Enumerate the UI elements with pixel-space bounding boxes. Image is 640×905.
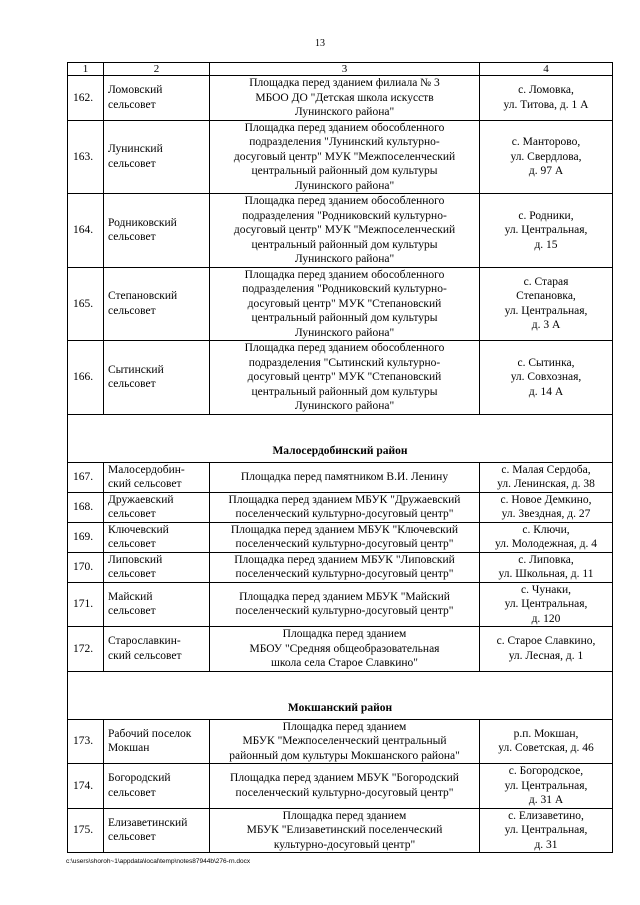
site-address: с. Елизаветино, ул. Центральная, д. 31 xyxy=(480,808,613,853)
district-name: Рабочий поселок Мокшан xyxy=(104,719,210,764)
table-row xyxy=(68,341,613,415)
site-description: Площадка перед зданием обособленного подразделения "Родниковский культурно- досуговый центр" МУК "Степановский центральный районный дом культуры Лунинского района" xyxy=(210,267,480,341)
site-address: с. Новое Демкино, ул. Звездная, д. 27 xyxy=(480,492,613,522)
district-name: Ломовский сельсовет xyxy=(104,76,210,121)
column-header-3: 3 xyxy=(210,63,480,76)
region-header-row xyxy=(68,671,613,719)
locations-table xyxy=(67,62,613,853)
site-address: с. Старое Славкино, ул. Лесная, д. 1 xyxy=(480,627,613,672)
region-title: Малосердобинский район xyxy=(68,414,613,462)
site-address: с. Малая Сердоба, ул. Ленинская, д. 38 xyxy=(480,462,613,492)
table-row xyxy=(68,719,613,764)
table-row xyxy=(68,552,613,582)
site-address: с. Родники, ул. Центральная, д. 15 xyxy=(480,194,613,268)
site-description: Площадка перед памятником В.И. Ленину xyxy=(210,462,480,492)
district-name: Сытинский сельсовет xyxy=(104,341,210,415)
document-file-path: c:\users\shoroh~1\appdata\local\temp\notes87944b\276-rn.docx xyxy=(66,858,251,865)
site-address: с. Старая Степановка, ул. Центральная, д. 3 А xyxy=(480,267,613,341)
site-address: с. Липовка, ул. Школьная, д. 11 xyxy=(480,552,613,582)
district-name: Майский сельсовет xyxy=(104,582,210,627)
row-number: 172. xyxy=(68,627,104,672)
row-number: 166. xyxy=(68,341,104,415)
district-name: Малосердобин- ский сельсовет xyxy=(104,462,210,492)
row-number: 168. xyxy=(68,492,104,522)
site-address: с. Чунаки, ул. Центральная, д. 120 xyxy=(480,582,613,627)
region-header-row xyxy=(68,414,613,462)
row-number: 164. xyxy=(68,194,104,268)
district-name: Степановский сельсовет xyxy=(104,267,210,341)
table-row xyxy=(68,120,613,194)
site-description: Площадка перед зданием обособленного подразделения "Сытинский культурно- досуговый центр" МУК "Степановский центральный районный дом культуры Лунинского района" xyxy=(210,341,480,415)
site-description: Площадка перед зданием МБОУ "Средняя общеобразовательная школа села Старое Славкино" xyxy=(210,627,480,672)
column-header-4: 4 xyxy=(480,63,613,76)
district-name: Липовский сельсовет xyxy=(104,552,210,582)
site-description: Площадка перед зданием МБУК "Липовский поселенческий культурно-досуговый центр" xyxy=(210,552,480,582)
district-name: Дружаевский сельсовет xyxy=(104,492,210,522)
row-number: 167. xyxy=(68,462,104,492)
site-description: Площадка перед зданием МБУК "Богородский поселенческий культурно-досуговый центр" xyxy=(210,764,480,809)
site-description: Площадка перед зданием филиала № 3 МБОО ДО "Детская школа искусств Лунинского района" xyxy=(210,76,480,121)
district-name: Богородский сельсовет xyxy=(104,764,210,809)
page-number: 13 xyxy=(315,38,325,49)
table-row xyxy=(68,76,613,121)
site-address: р.п. Мокшан, ул. Советская, д. 46 xyxy=(480,719,613,764)
row-number: 174. xyxy=(68,764,104,809)
site-description: Площадка перед зданием обособленного подразделения "Родниковский культурно- досуговый центр" МУК "Межпоселенческий центральный районный дом культуры Лунинского района" xyxy=(210,194,480,268)
region-title: Мокшанский район xyxy=(68,671,613,719)
district-name: Лунинский сельсовет xyxy=(104,120,210,194)
district-name: Родниковский сельсовет xyxy=(104,194,210,268)
table-row xyxy=(68,462,613,492)
table-row xyxy=(68,522,613,552)
row-number: 165. xyxy=(68,267,104,341)
row-number: 175. xyxy=(68,808,104,853)
table-row xyxy=(68,627,613,672)
site-address: с. Сытинка, ул. Совхозная, д. 14 А xyxy=(480,341,613,415)
site-address: с. Ключи, ул. Молодежная, д. 4 xyxy=(480,522,613,552)
row-number: 163. xyxy=(68,120,104,194)
column-header-2: 2 xyxy=(104,63,210,76)
row-number: 173. xyxy=(68,719,104,764)
table-body xyxy=(68,63,613,853)
site-description: Площадка перед зданием МБУК "Межпоселенческий центральный районный дом культуры Мокшанского района" xyxy=(210,719,480,764)
site-description: Площадка перед зданием МБУК "Елизаветинский поселенческий культурно-досуговый центр" xyxy=(210,808,480,853)
district-name: Старославкин- ский сельсовет xyxy=(104,627,210,672)
table-row xyxy=(68,764,613,809)
row-number: 162. xyxy=(68,76,104,121)
row-number: 171. xyxy=(68,582,104,627)
row-number: 169. xyxy=(68,522,104,552)
table-row xyxy=(68,194,613,268)
table-header-row xyxy=(68,63,613,76)
table-row xyxy=(68,582,613,627)
column-header-1: 1 xyxy=(68,63,104,76)
table-row xyxy=(68,267,613,341)
row-number: 170. xyxy=(68,552,104,582)
district-name: Ключевский сельсовет xyxy=(104,522,210,552)
table-row xyxy=(68,808,613,853)
site-address: с. Ломовка, ул. Титова, д. 1 А xyxy=(480,76,613,121)
site-description: Площадка перед зданием МБУК "Дружаевский поселенческий культурно-досуговый центр" xyxy=(210,492,480,522)
site-description: Площадка перед зданием МБУК "Ключевский поселенческий культурно-досуговый центр" xyxy=(210,522,480,552)
district-name: Елизаветинский сельсовет xyxy=(104,808,210,853)
site-address: с. Манторово, ул. Свердлова, д. 97 А xyxy=(480,120,613,194)
site-description: Площадка перед зданием обособленного подразделения "Лунинский культурно- досуговый центр" МУК "Межпоселенческий центральный районный дом культуры Лунинского района" xyxy=(210,120,480,194)
site-description: Площадка перед зданием МБУК "Майский поселенческий культурно-досуговый центр" xyxy=(210,582,480,627)
table-row xyxy=(68,492,613,522)
site-address: с. Богородское, ул. Центральная, д. 31 А xyxy=(480,764,613,809)
